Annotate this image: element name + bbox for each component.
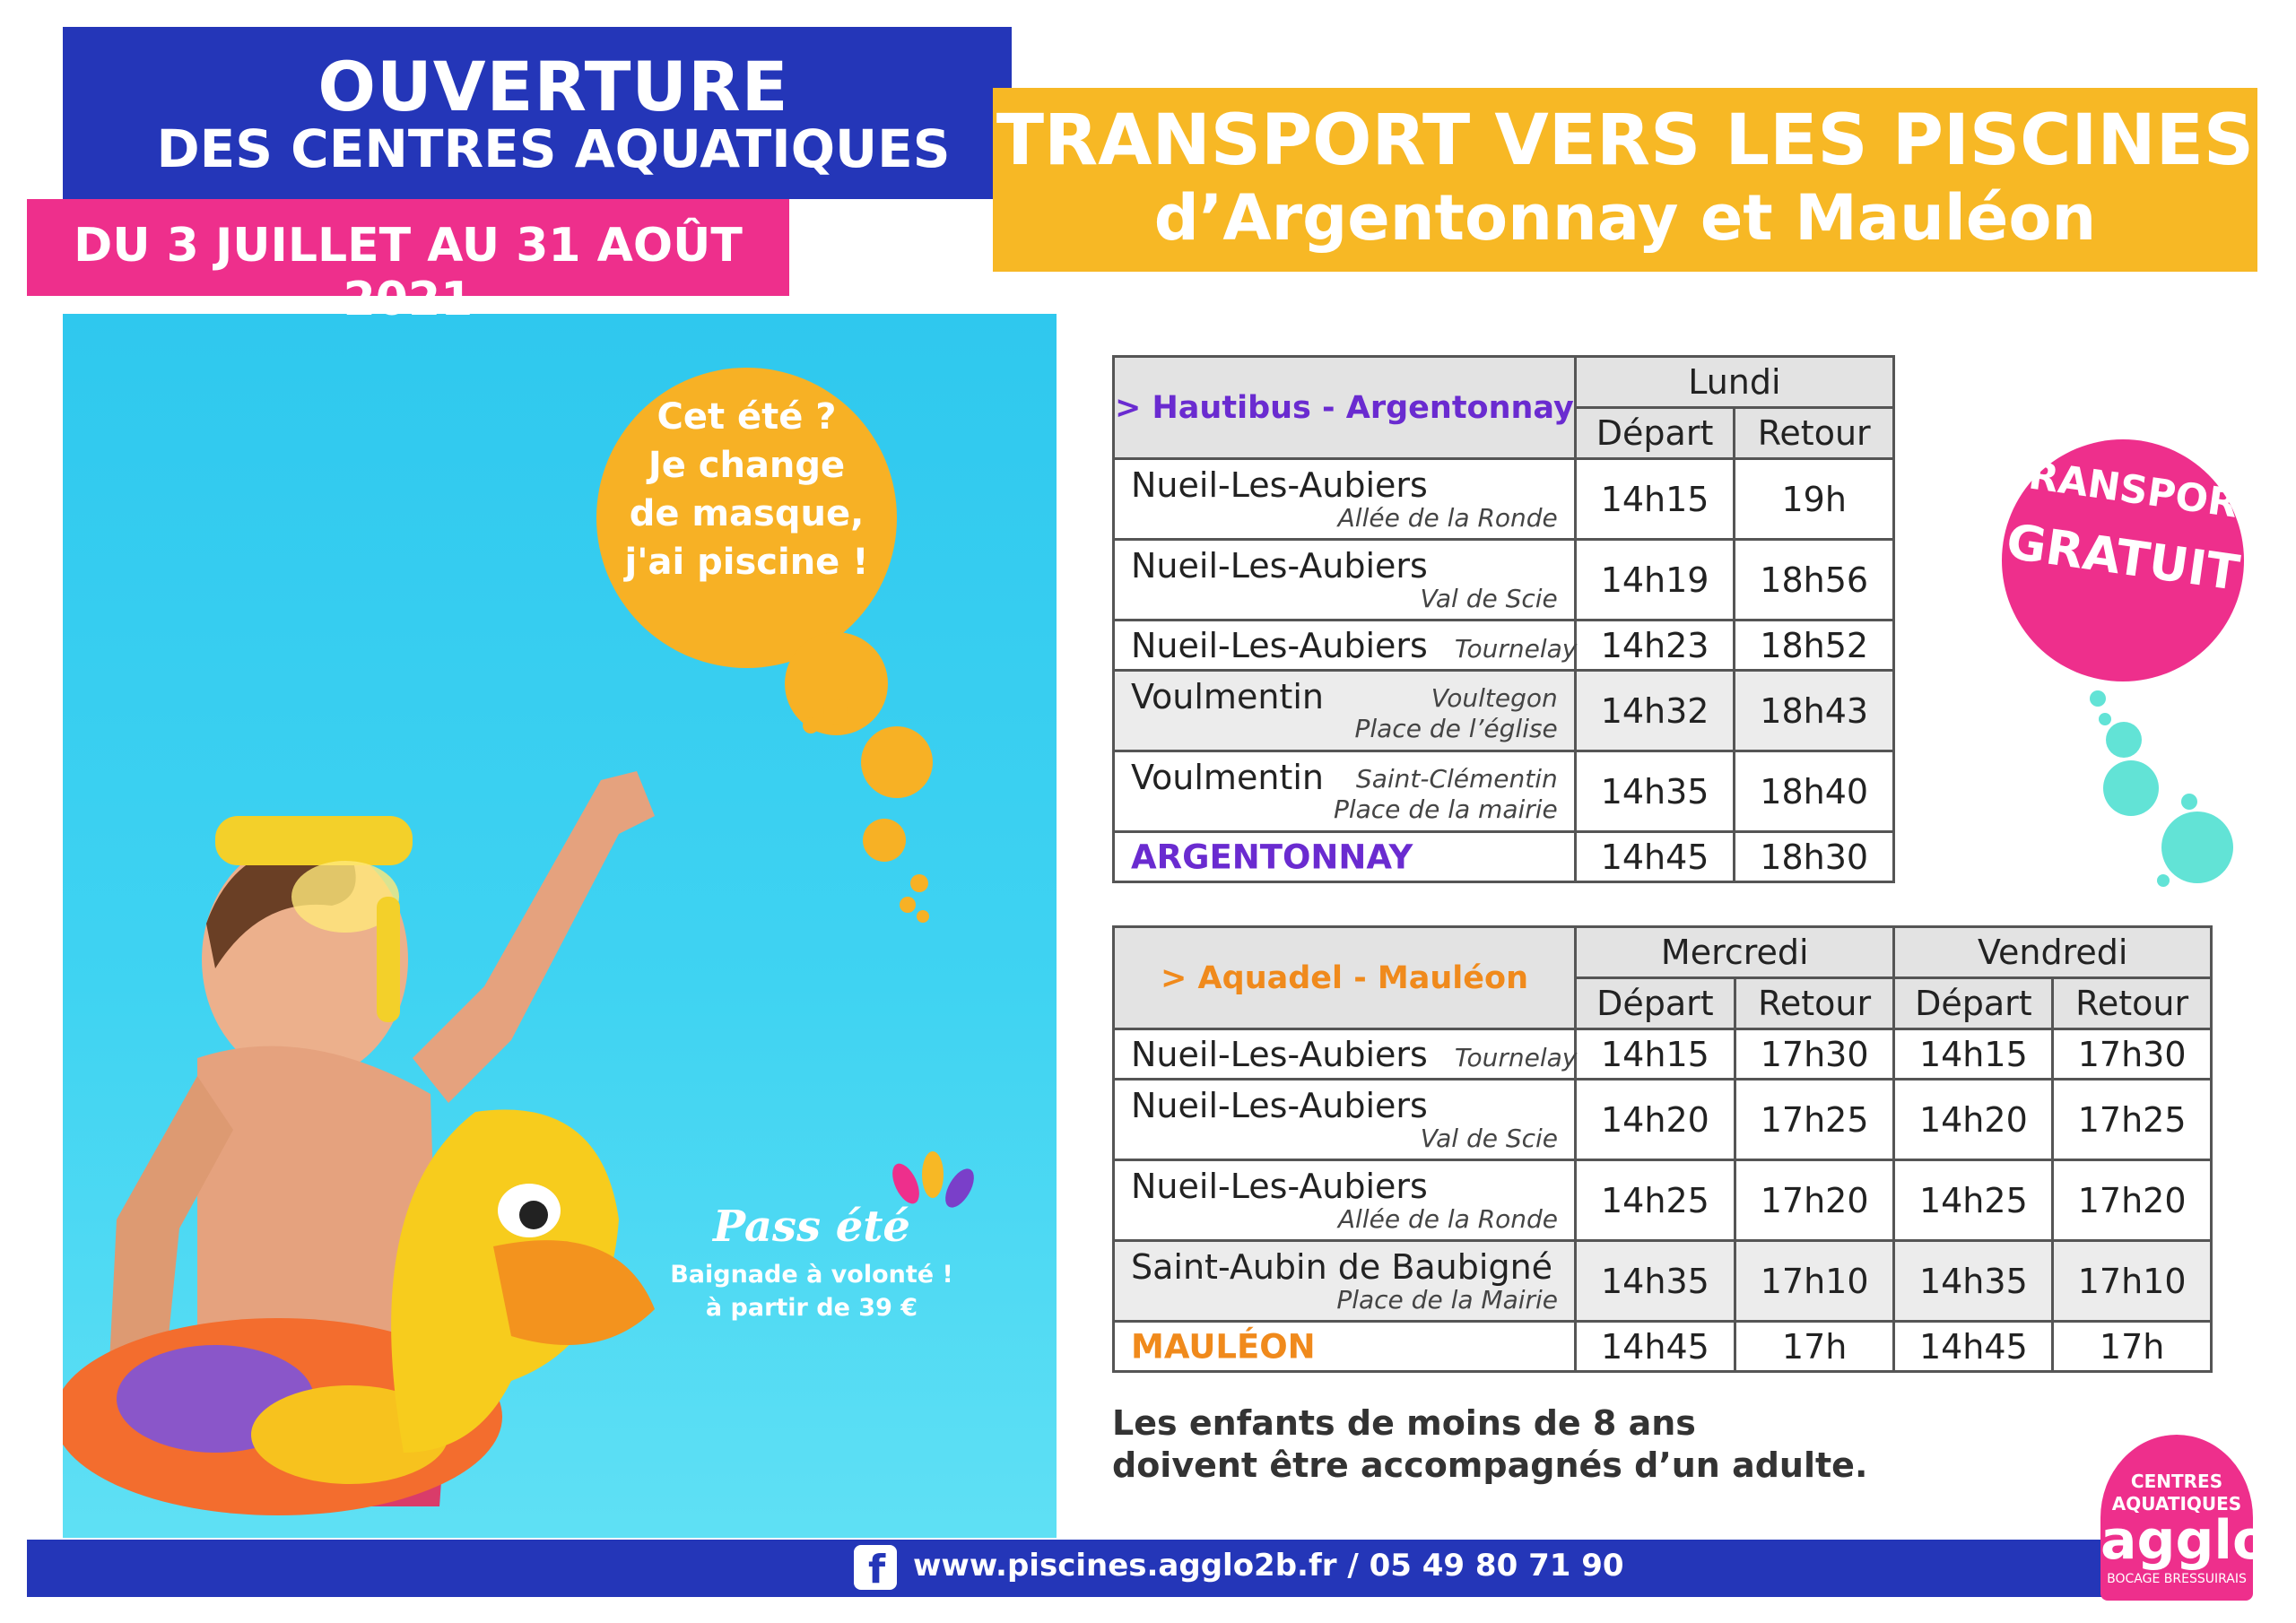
retour-time: 17h30 <box>2053 1029 2212 1080</box>
retour-time: 17h20 <box>2053 1160 2212 1241</box>
logo-line-1: CENTRES <box>2130 1471 2223 1492</box>
depart-time: 14h45 <box>1576 1322 1735 1372</box>
stop-name: Nueil-Les-Aubiers <box>1131 546 1428 586</box>
stop-cell <box>1114 832 1576 882</box>
retour-time: 17h20 <box>1735 1160 1894 1241</box>
stop-cell <box>1114 671 1576 751</box>
depart-time: 14h45 <box>1575 832 1735 882</box>
decor-dot <box>2103 760 2159 816</box>
depart-time: 14h45 <box>1894 1322 2053 1372</box>
logo-wordmark: agglo <box>2100 1509 2270 1572</box>
stop-name: Saint-Aubin de Baubigné <box>1131 1247 1553 1287</box>
stop-cell <box>1114 751 1576 832</box>
stop-detail: Saint-Clémentin <box>1355 764 1558 794</box>
stop-detail: Tournelay <box>1454 633 1578 664</box>
depart-time: 14h25 <box>1576 1160 1735 1241</box>
route-name: > Aquadel - Mauléon <box>1114 927 1576 1029</box>
retour-time: 17h30 <box>1735 1029 1894 1080</box>
stop-cell <box>1114 1241 1576 1322</box>
transport-title: TRANSPORT VERS LES PISCINES <box>996 100 2255 181</box>
bubble-line-3: de masque, <box>629 493 865 534</box>
stop-cell <box>1114 621 1576 671</box>
stop-name: Nueil-Les-Aubiers <box>1131 465 1428 505</box>
retour-header: Retour <box>1735 408 1894 459</box>
bubble-line-4: j'ai piscine ! <box>624 542 869 583</box>
bubble-line-2: Je change <box>648 445 846 486</box>
depart-header: Départ <box>1576 978 1735 1029</box>
footer-contact[interactable]: www.piscines.agglo2b.fr / 05 49 80 71 90 <box>913 1548 1624 1584</box>
bubble-dot <box>863 819 906 862</box>
bubble-dot <box>910 874 928 892</box>
retour-time: 18h40 <box>1735 751 1894 832</box>
depart-time: 14h15 <box>1576 1029 1735 1080</box>
depart-time: 14h25 <box>1894 1160 2053 1241</box>
route-name: > Hautibus - Argentonnay <box>1114 357 1576 459</box>
day-header: Mercredi <box>1576 927 1894 978</box>
stop-detail: Place de la Mairie <box>1336 1285 1559 1315</box>
opening-dates: DU 3 JUILLET AU 31 AOÛT 2021 <box>74 219 743 326</box>
decor-dot <box>2099 713 2111 725</box>
depart-time: 14h15 <box>1575 459 1735 540</box>
stop-detail: Val de Scie <box>1420 1124 1559 1153</box>
stop-detail-2: Place de la mairie <box>1333 794 1558 824</box>
badge-line-1: TRANSPORT <box>1999 449 2266 531</box>
retour-time: 17h <box>2053 1322 2212 1372</box>
stop-name: Nueil-Les-Aubiers <box>1131 625 1428 665</box>
pass-title: Pass été <box>713 1202 910 1252</box>
decor-dot <box>2157 874 2170 887</box>
note-line-1: Les enfants de moins de 8 ans <box>1112 1403 1696 1443</box>
retour-time: 18h43 <box>1735 671 1894 751</box>
retour-time: 17h10 <box>1735 1241 1894 1322</box>
depart-time: 14h35 <box>1894 1241 2053 1322</box>
decor-dot <box>2161 812 2233 883</box>
depart-time: 14h15 <box>1894 1029 2053 1080</box>
speech-bubble-text <box>596 393 897 586</box>
bubble-dot <box>823 699 848 725</box>
depart-time: 14h32 <box>1575 671 1735 751</box>
stop-name: Nueil-Les-Aubiers <box>1131 1034 1428 1074</box>
badge-line-2: GRATUIT <box>2003 513 2243 602</box>
day-header: Vendredi <box>1894 927 2212 978</box>
transport-subtitle: d’Argentonnay et Mauléon <box>1153 181 2097 255</box>
kid-svg <box>63 717 673 1538</box>
note-line-2: doivent être accompagnés d’un adulte. <box>1112 1445 1868 1485</box>
stop-detail: Val de Scie <box>1420 584 1558 613</box>
stop-detail: Allée de la Ronde <box>1337 503 1558 533</box>
decor-dot <box>2090 690 2106 707</box>
stop-name: Voulmentin <box>1131 758 1324 797</box>
hautibus-timetable <box>1112 355 1895 883</box>
stop-cell <box>1114 459 1576 540</box>
stop-cell <box>1114 1160 1576 1241</box>
retour-time: 17h <box>1735 1322 1894 1372</box>
depart-time: 14h35 <box>1575 751 1735 832</box>
retour-time: 19h <box>1735 459 1894 540</box>
stop-name: Nueil-Les-Aubiers <box>1131 1167 1428 1206</box>
stop-detail: Voultegon <box>1431 683 1558 713</box>
stop-detail-2: Place de l’église <box>1354 714 1558 743</box>
pass-line-2: à partir de 39 € <box>705 1294 918 1322</box>
depart-time: 14h35 <box>1576 1241 1735 1322</box>
depart-time: 14h20 <box>1894 1080 2053 1160</box>
bubble-dot <box>861 726 933 798</box>
decor-dot <box>2106 722 2142 758</box>
pass-line-1: Baignade à volonté ! <box>670 1261 953 1289</box>
retour-time: 18h52 <box>1735 621 1894 671</box>
retour-time: 18h30 <box>1735 832 1894 882</box>
stop-name: Nueil-Les-Aubiers <box>1131 1086 1428 1125</box>
bubble-dot <box>900 897 916 913</box>
stop-cell <box>1114 1080 1576 1160</box>
stop-detail: Tournelay <box>1454 1042 1578 1072</box>
destination-name: ARGENTONNAY <box>1131 838 1413 876</box>
decor-dot <box>2181 794 2197 810</box>
opening-title: OUVERTURE <box>317 47 789 126</box>
retour-time: 18h56 <box>1735 540 1894 621</box>
retour-time: 17h25 <box>1735 1080 1894 1160</box>
stop-cell <box>1114 540 1576 621</box>
depart-time: 14h23 <box>1575 621 1735 671</box>
depart-header: Départ <box>1575 408 1735 459</box>
stop-cell <box>1114 1029 1576 1080</box>
kid-illustration <box>63 717 673 1538</box>
stop-name: Voulmentin <box>1131 677 1324 716</box>
logo-line-2: AQUATIQUES <box>2111 1493 2242 1515</box>
opening-subtitle: DES CENTRES AQUATIQUES <box>156 118 951 179</box>
retour-header: Retour <box>2053 978 2212 1029</box>
aquadel-timetable <box>1112 925 2213 1373</box>
depart-time: 14h20 <box>1576 1080 1735 1160</box>
retour-header: Retour <box>1735 978 1894 1029</box>
bubble-line-1: Cet été ? <box>657 396 837 438</box>
depart-time: 14h19 <box>1575 540 1735 621</box>
retour-time: 17h25 <box>2053 1080 2212 1160</box>
bubble-dot <box>803 717 819 733</box>
stop-cell <box>1114 1322 1576 1372</box>
depart-header: Départ <box>1894 978 2053 1029</box>
destination-name: MAULÉON <box>1131 1327 1316 1366</box>
logo-line-4: BOCAGE BRESSUIRAIS <box>2107 1572 2247 1586</box>
day-header: Lundi <box>1575 357 1893 408</box>
stop-detail: Allée de la Ronde <box>1337 1204 1559 1234</box>
bubble-dot <box>917 910 929 923</box>
facebook-icon[interactable]: f <box>854 1545 897 1590</box>
retour-time: 17h10 <box>2053 1241 2212 1322</box>
